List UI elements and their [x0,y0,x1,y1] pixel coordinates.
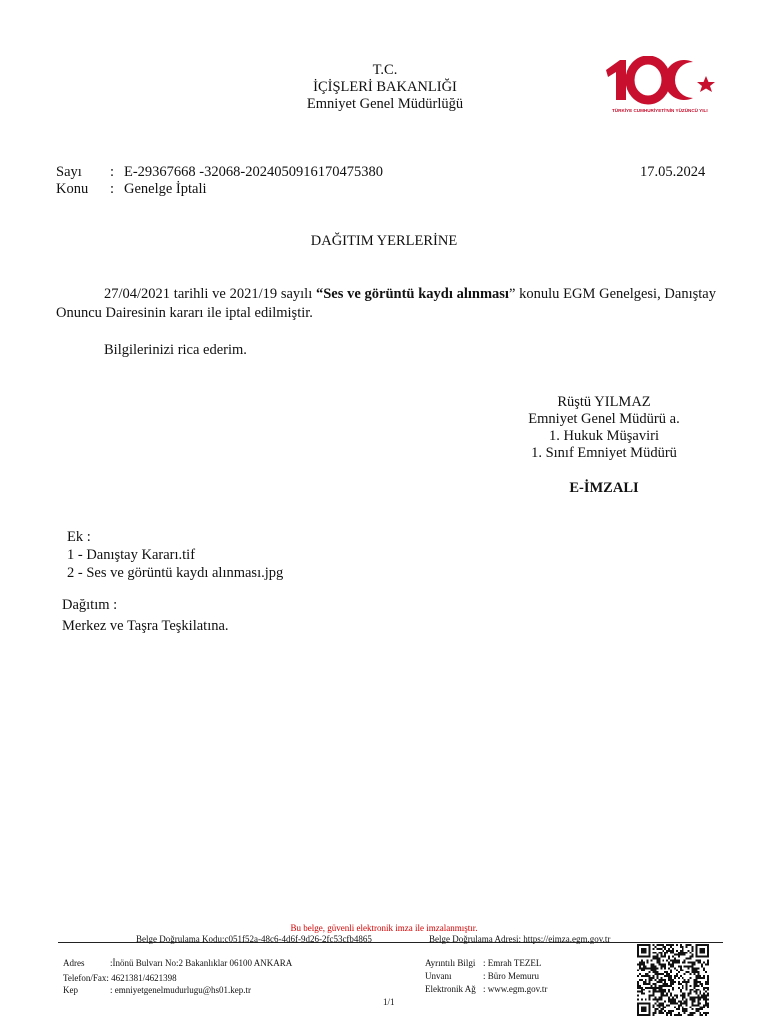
contact-label: Ayrıntılı Bilgi [425,958,476,968]
body-text-part2: ” konulu EGM Genelgesi, Danıştay Onuncu Dairesinin kararı ile iptal edilmiştir. [56,286,716,321]
konu-label: Konu [56,181,89,197]
address-value: :İnönü Bulvarı No:2 Bakanlıklar 06100 ANKARA [110,958,293,968]
subject: Genelge İptali [124,181,207,197]
sayi-colon: : [110,164,115,180]
secure-signature-note: Bu belge, güvenli elektronik imza ile imzalanmıştır. [290,923,478,933]
qr-code-icon [636,944,710,1016]
body-text-part1: 27/04/2021 tarihli ve 2021/19 sayılı [104,286,316,302]
body-text-bold: “Ses ve görüntü kaydı alınması [315,286,509,302]
distribution-label: Dağıtım : [62,597,118,613]
header-tc: T.C. [372,62,398,78]
page-number: 1/1 [383,997,395,1007]
sayi-label: Sayı [56,164,82,180]
centenary-logo [598,56,720,120]
unvan-value: : Büro Memuru [483,971,539,981]
contact-value: : Emrah TEZEL [483,958,542,968]
attachments-label: Ek : [67,529,91,545]
kep-label: Kep [63,985,78,995]
attachment-item: 2 - Ses ve görüntü kaydı alınması.jpg [67,565,284,581]
signer-name: Rüştü YILMAZ [557,394,651,410]
phone-fax: Telefon/Fax: 4621381/4621398 [63,973,177,983]
address-label: Adres [63,958,85,968]
body-paragraph-1 [56,285,716,323]
recipient-heading: DAĞITIM YERLERİNE [310,233,458,249]
signer-title-2: 1. Hukuk Müşaviri [549,428,659,444]
kep-value: : emniyetgenelmudurlugu@hs01.kep.tr [110,985,252,995]
body-paragraph-2 [56,341,716,360]
unvan-label: Unvanı [425,971,452,981]
document-number: E-29367668 -32068-2024050916170475380 [124,164,383,180]
distribution-value: Merkez ve Taşra Teşkilatına. [62,618,229,634]
esignature-label: E-İMZALI [569,480,639,496]
web-value: : www.egm.gov.tr [483,984,548,994]
logo-caption: TÜRKİYE CUMHURİYETİ'NİN YÜZÜNCÜ YILI [612,108,708,113]
verification-code: Belge Doğrulama Kodu:c051f52a-48c6-4d6f-9d26-2fc53cfb4865 [136,934,372,944]
signer-title-1: Emniyet Genel Müdürü a. [528,411,680,427]
document-date: 17.05.2024 [640,164,706,180]
verification-address: Belge Doğrulama Adresi: https://eimza.egm.gov.tr [429,934,611,944]
header-directorate: Emniyet Genel Müdürlüğü [306,96,464,112]
body-text-closing: Bilgilerinizi rica ederim. [104,342,247,358]
web-label: Elektronik Ağ [425,984,476,994]
header-ministry: İÇİŞLERİ BAKANLIĞI [313,79,457,95]
konu-colon: : [110,181,115,197]
attachments [67,528,283,582]
letterhead [230,62,540,113]
centenary-logo-graphic [598,56,720,108]
footer-divider [58,942,723,943]
signer-title-3: 1. Sınıf Emniyet Müdürü [531,445,677,461]
attachment-item: 1 - Danıştay Kararı.tif [67,547,196,563]
signature-block [500,394,708,462]
